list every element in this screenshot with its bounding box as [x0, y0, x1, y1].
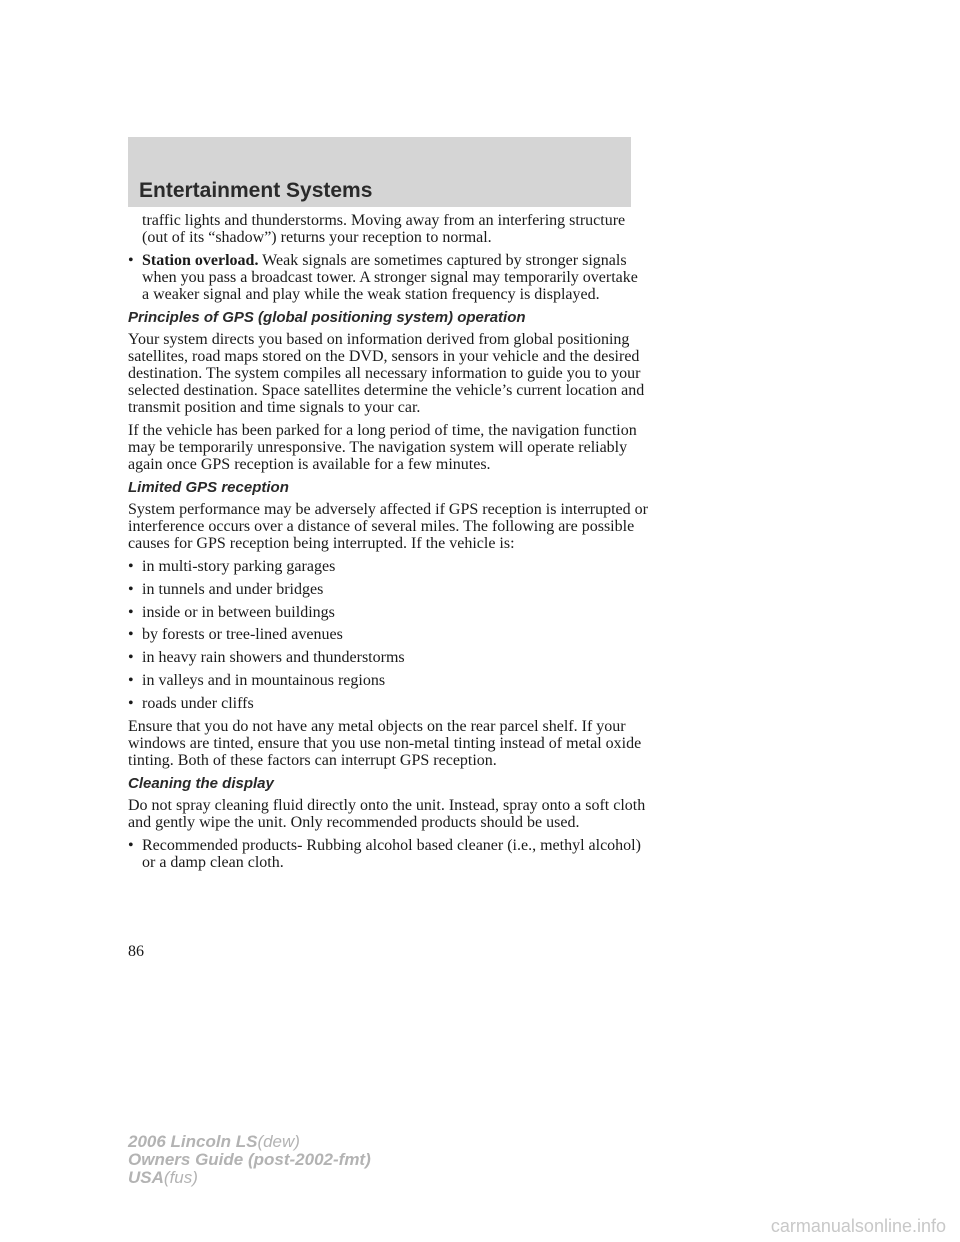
list-item: • by forests or tree-lined avenues	[128, 626, 343, 644]
gps-paragraph-1: Your system directs you based on information derived from global positioning satellites, road maps stored on the DVD, sensors in your vehicle and the desired destination. The system compiles all necessary information to guide you to your selected destination. Space satellites determine the vehicle’s current location and transmit position and time signals to your car.	[128, 331, 645, 416]
intro-continuation: traffic lights and thunderstorms. Moving away from an interfering structure (out of its “shadow”) returns your reception to normal.	[142, 212, 626, 246]
gps-heading: Principles of GPS (global positioning system) operation	[128, 309, 526, 326]
footer-market-code: (fus)	[163, 1168, 198, 1187]
bullet-dot: •	[128, 694, 134, 712]
document-footer	[128, 1133, 371, 1187]
section-title: Entertainment Systems	[139, 179, 373, 202]
list-item: • roads under cliffs	[128, 694, 254, 712]
section-header	[128, 137, 631, 207]
list-item: • in heavy rain showers and thunderstorms	[128, 649, 405, 667]
station-overload-text: Weak signals are sometimes captured by stronger signals when you pass a broadcast tower. A stronger signal may temporarily overtake a weaker signal and play while the weak station frequency is displayed.	[142, 252, 638, 303]
list-item: • in multi-story parking garages	[128, 558, 336, 575]
limited-gps-intro: System performance may be adversely affected if GPS reception is interrupted or interference occurs over a distance of several miles. The following are possible causes for GPS reception being interrupted. If the vehicle is:	[128, 501, 648, 552]
bullet-station-overload	[128, 252, 648, 303]
list-item: • in valleys and in mountainous regions	[128, 671, 386, 689]
footer-model: 2006 Lincoln LS	[128, 1132, 258, 1151]
bullet-dot: •	[128, 603, 134, 621]
page-content	[128, 212, 648, 877]
bullet-dot: •	[128, 836, 134, 854]
watermark: carmanualsonline.info	[770, 1216, 946, 1236]
page-number: 86	[128, 943, 144, 960]
gps-paragraph-2: If the vehicle has been parked for a long period of time, the navigation function may be temporarily unresponsive. The navigation system will operate reliably again once GPS reception is available for a few minutes.	[128, 422, 637, 473]
bullet-dot: •	[128, 252, 134, 269]
cleaning-paragraph: Do not spray cleaning fluid directly onto the unit. Instead, spray onto a soft cloth and gently wipe the unit. Only recommended products should be used.	[128, 796, 646, 831]
bullet-recommended-products: • Recommended products- Rubbing alcohol based cleaner (i.e., methyl alcohol) or a damp clean cloth.	[128, 836, 641, 871]
bullet-dot: •	[128, 558, 134, 575]
cleaning-heading: Cleaning the display	[128, 774, 274, 792]
bullet-dot: •	[128, 649, 134, 667]
footer-guide: Owners Guide (post-2002-fmt)	[128, 1150, 371, 1169]
bullet-dot: •	[128, 671, 134, 689]
list-item: • inside or in between buildings	[128, 603, 335, 621]
bullet-dot: •	[128, 626, 134, 644]
bullet-dot: •	[128, 580, 134, 598]
footer-market: USA	[128, 1168, 164, 1187]
list-item: • in tunnels and under bridges	[128, 580, 324, 598]
limited-gps-heading: Limited GPS reception	[128, 479, 289, 496]
station-overload-lead: Station overload.	[142, 252, 259, 269]
footer-model-code: (dew)	[257, 1132, 300, 1151]
limited-gps-closing: Ensure that you do not have any metal objects on the rear parcel shelf. If your windows are tinted, ensure that you use non-metal tinting instead of metal oxide tinting. Both of these factors can interrupt GPS reception.	[128, 717, 642, 769]
gps-interruption-list	[128, 558, 648, 712]
